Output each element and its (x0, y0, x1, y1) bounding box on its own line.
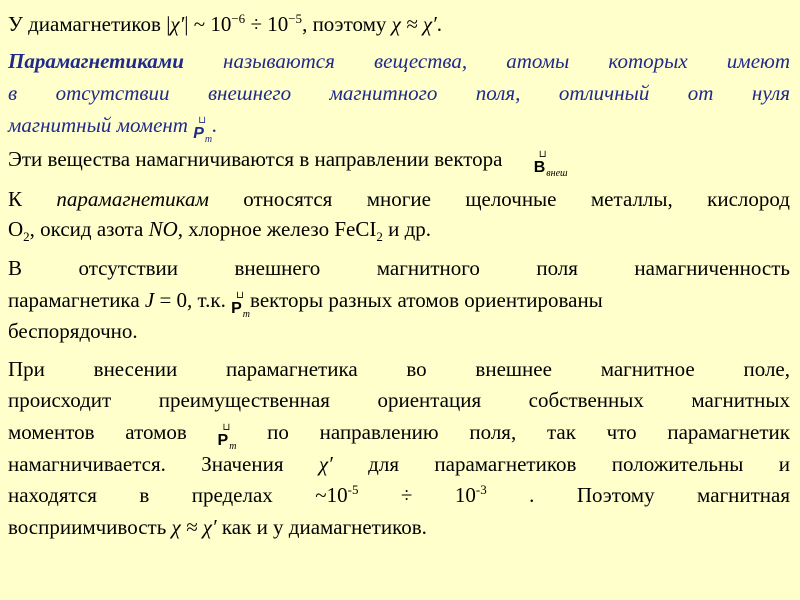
symbol-j: J (144, 288, 155, 312)
chi-approx: χ ≈ χ′ (171, 515, 217, 539)
vector-subscript: внеш (546, 168, 568, 179)
text: как и у диамагнетиков. (216, 515, 427, 539)
line-no-field-1 (8, 255, 790, 281)
text: При внесении парамагнетика во внешнее магнитное поле, (8, 357, 790, 381)
formula: NO (148, 217, 178, 241)
chi-prime: χ′ (170, 12, 185, 36)
exponent: -3 (475, 482, 487, 497)
exponent: -5 (347, 482, 359, 497)
text: находятся в пределах ~10 (8, 483, 348, 507)
vector-subscript: m (229, 441, 237, 452)
text: У диамагнетиков | (8, 12, 171, 36)
line-field-2 (8, 387, 790, 413)
vector-arrow-icon: ⊔ (222, 422, 231, 433)
text: в отсутствии внешнего магнитного поля, отличный от нуля (8, 81, 790, 105)
vector-letter: P (217, 432, 229, 449)
slide (8, 0, 790, 600)
vector-b-icon (533, 149, 568, 183)
vector-subscript: m (204, 134, 213, 145)
text: происходит преимущественная ориентация собственных магнитных (8, 388, 790, 412)
definition-line-2 (8, 80, 790, 106)
line-field-5 (8, 482, 790, 508)
chi-prime: χ′ (318, 452, 333, 476)
vector-pm-icon (193, 115, 213, 149)
term: парамагнетикам (56, 187, 209, 211)
line-field-6 (8, 514, 427, 540)
text: , оксид азота (29, 217, 149, 241)
text: К (8, 187, 57, 211)
vector-subscript: m (242, 309, 251, 320)
text: относятся многие щелочные металлы, кислород (208, 187, 790, 211)
line-direction (8, 146, 568, 183)
text: , поэтому (302, 12, 392, 36)
text: . (436, 12, 442, 36)
text: . Поэтому магнитная (486, 483, 790, 507)
text: магнитный момент (8, 113, 188, 137)
vector-pm-icon (231, 290, 251, 324)
text: ÷ 10 (245, 12, 289, 36)
text: по направлению поля, так что парамагнетик (236, 420, 790, 444)
line-field-1 (8, 356, 790, 382)
vector-arrow-icon: ⊔ (198, 115, 207, 126)
vector-letter: B (533, 159, 546, 176)
text: векторы разных атомов ориентированы (250, 288, 603, 312)
text: . (212, 113, 218, 137)
text: В отсутствии внешнего магнитного поля намагниченность (8, 256, 790, 280)
vector-letter: P (193, 125, 204, 142)
line-field-4 (8, 451, 790, 477)
vector-letter: P (231, 300, 242, 317)
text: , хлорное железо FeCI (177, 217, 377, 241)
text: ÷ 10 (358, 483, 476, 507)
exponent: −6 (231, 11, 246, 26)
subscript: 2 (23, 229, 30, 245)
text: для парамагнетиков положительны и (332, 452, 790, 476)
vector-arrow-icon: ⊔ (538, 149, 547, 160)
term-paramagnetics: Парамагнетиками (8, 49, 184, 73)
line-examples-2 (8, 216, 432, 245)
text: беспорядочно. (8, 319, 138, 343)
text: и др. (382, 217, 432, 241)
chi-approx: χ ≈ χ′ (391, 12, 437, 36)
vector-arrow-icon: ⊔ (236, 290, 244, 301)
line-no-field-3 (8, 318, 138, 344)
text: = 0, т.к. (154, 288, 232, 312)
text: | ~ 10 (184, 12, 232, 36)
text: O (8, 217, 24, 241)
line-diamagnetics (8, 11, 442, 37)
line-examples-1 (8, 186, 790, 212)
text: Эти вещества намагничиваются в направлении вектора (8, 147, 503, 171)
text: восприимчивость (8, 515, 172, 539)
text: парамагнетика (8, 288, 145, 312)
subscript: 2 (376, 229, 383, 245)
exponent: −5 (288, 11, 303, 26)
text: намагничивается. Значения (8, 452, 319, 476)
text: называются вещества, атомы которых имеют (183, 49, 790, 73)
definition-line-3 (8, 112, 217, 149)
definition-line-1 (8, 48, 790, 74)
text: моментов атомов (8, 420, 218, 444)
